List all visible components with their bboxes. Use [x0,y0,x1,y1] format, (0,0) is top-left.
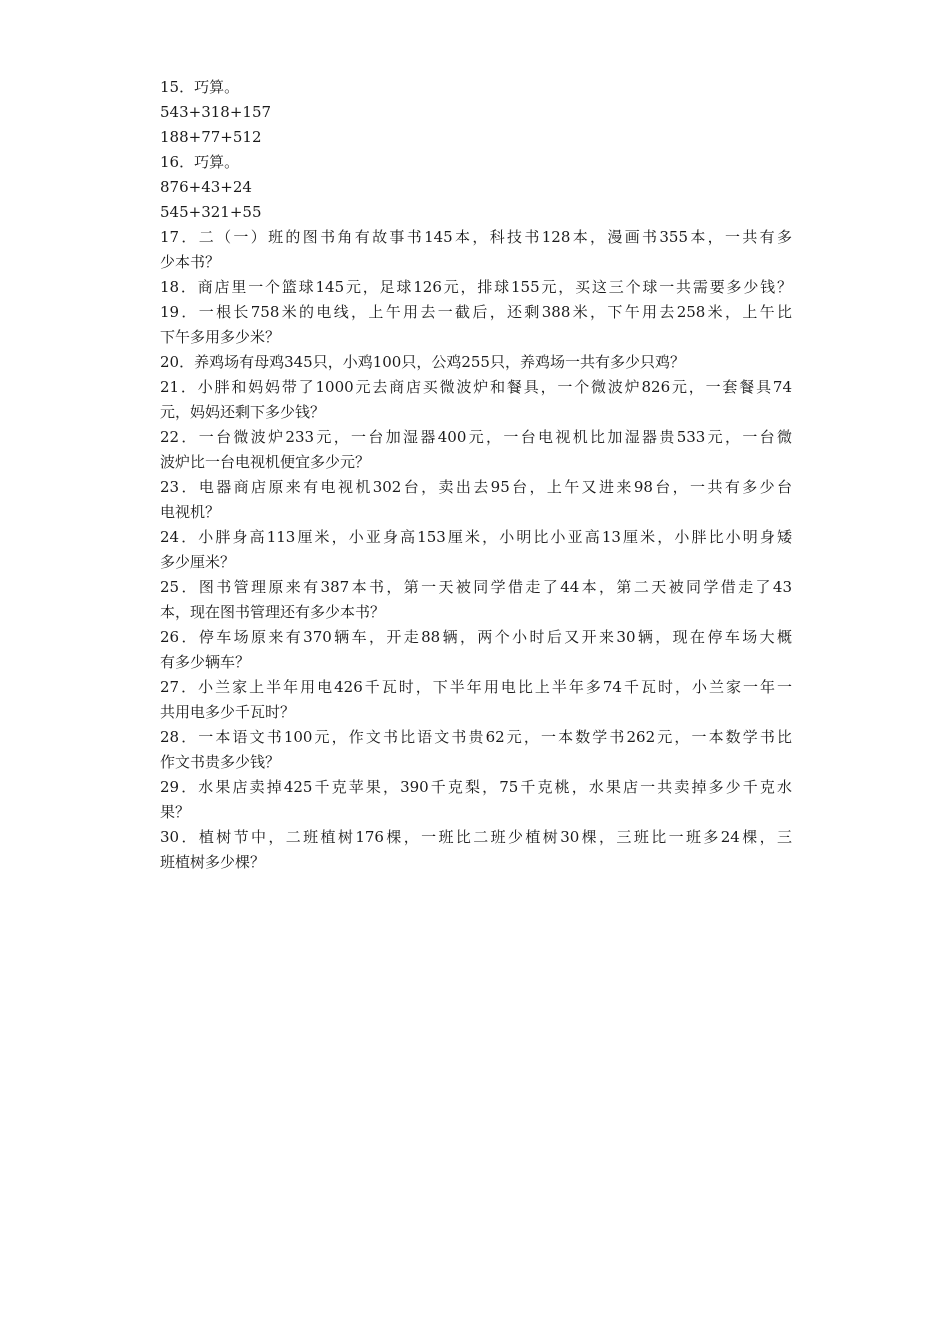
text-line: 23．电器商店原来有电视机302台，卖出去95台，上午又进来98台，一共有多少台 [160,478,792,496]
text-line: 17．二（一）班的图书角有故事书145本，科技书128本，漫画书355本，一共有多 [160,228,792,246]
text-line: 15．巧算。 [160,78,240,96]
text-line: 果？ [160,803,191,821]
text-line: 19．一根长758米的电线，上午用去一截后，还剩388米，下午用去258米，上午比 [160,303,792,321]
text-line: 27．小兰家上半年用电426千瓦时，下半年用电比上半年多74千瓦时，小兰家一年一 [160,678,792,696]
text-line: 22．一台微波炉233元，一台加湿器400元，一台电视机比加湿器贵533元，一台微 [160,428,792,446]
text-line: 29．水果店卖掉425千克苹果，390千克梨，75千克桃，水果店一共卖掉多少千克水 [160,778,792,796]
text-line: 20．养鸡场有母鸡345只，小鸡100只，公鸡255只，养鸡场一共有多少只鸡？ [160,353,685,371]
text-line: 共用电多少千瓦时？ [160,703,296,721]
text-line: 24．小胖身高113厘米，小亚身高153厘米，小明比小亚高13厘米，小胖比小明身矮 [160,528,792,546]
text-line: 电视机？ [160,503,221,521]
text-line: 21．小胖和妈妈带了1000元去商店买微波炉和餐具，一个微波炉826元，一套餐具74 [160,378,792,396]
text-line: 作文书贵多少钱？ [160,753,281,771]
text-line: 多少厘米？ [160,553,236,571]
text-line: 下午多用多少米？ [160,328,281,346]
text-line: 30．植树节中，二班植树176棵，一班比二班少植树30棵，三班比一班多24棵，三 [160,828,792,846]
text-line: 545+321+55 [160,203,262,221]
text-line: 少本书？ [160,253,221,271]
text-line: 波炉比一台电视机便宜多少元？ [160,453,371,471]
text-line: 16．巧算。 [160,153,240,171]
text-line: 元，妈妈还剩下多少钱？ [160,403,326,421]
text-line: 有多少辆车？ [160,653,251,671]
text-line: 25．图书管理原来有387本书，第一天被同学借走了44本，第二天被同学借走了43 [160,578,792,596]
text-line: 18．商店里一个篮球145元，足球126元，排球155元，买这三个球一共需要多少钱？ [160,278,792,296]
text-line: 28．一本语文书100元，作文书比语文书贵62元，一本数学书262元，一本数学书比 [160,728,792,746]
text-line: 543+318+157 [160,103,272,121]
text-line: 班植树多少棵？ [160,853,266,871]
text-line: 876+43+24 [160,178,252,196]
text-line: 本，现在图书管理还有多少本书？ [160,603,386,621]
document-page [160,75,792,875]
text-line: 26．停车场原来有370辆车，开走88辆，两个小时后又开来30辆，现在停车场大概 [160,628,792,646]
text-line: 188+77+512 [160,128,262,146]
